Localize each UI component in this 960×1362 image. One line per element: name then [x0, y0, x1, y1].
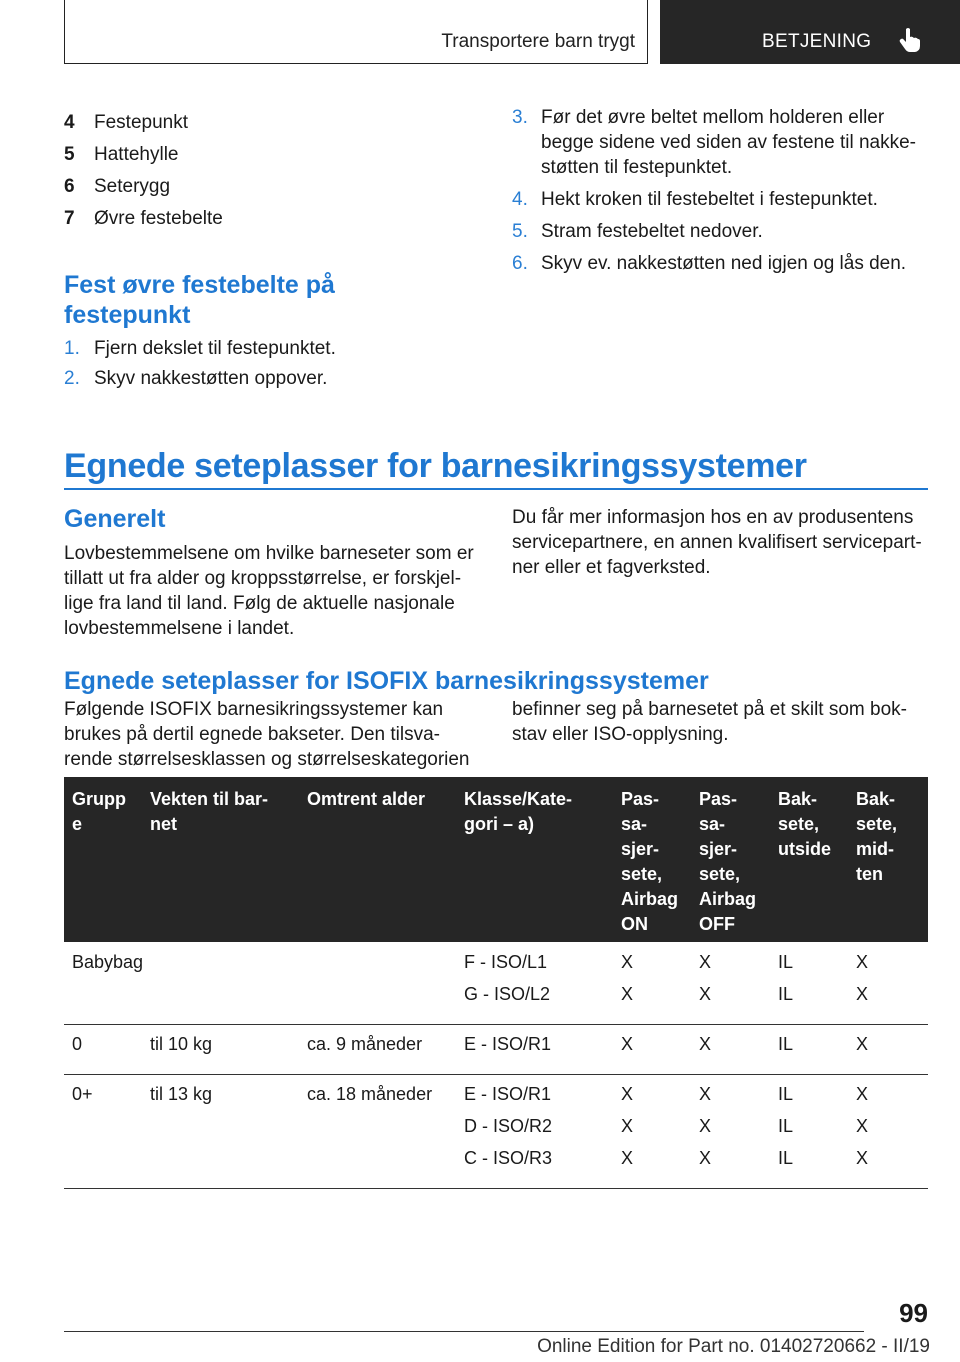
table-cell: X: [621, 1084, 634, 1104]
header-text-line: sa-: [699, 814, 726, 834]
table-cell: IL: [778, 1034, 794, 1054]
header-text-line: Grupp: [72, 789, 126, 809]
step-text-line: Skyv ev. nakkestøtten ned igjen og lås den.: [541, 253, 907, 274]
text-line: Du får mer informasjon hos en av produsentens: [512, 507, 914, 528]
isofix-heading: Egnede seteplasser for ISOFIX barnesikringssystemer: [64, 667, 709, 695]
header-text-line: utside: [778, 839, 832, 859]
table-cell: X: [621, 1116, 634, 1136]
header-text-line: sete,: [621, 864, 663, 884]
table-row-divider: [64, 1024, 928, 1025]
header-text-line: ON: [621, 914, 648, 934]
isofix-left-text: [64, 697, 470, 772]
table-cell: X: [856, 1084, 869, 1104]
step-number: 1.: [64, 338, 80, 359]
table-cell: X: [699, 984, 712, 1004]
table-cell: X: [621, 984, 634, 1004]
header-text-line: Bak-: [856, 789, 896, 809]
header-chapter-label: BETJENING: [762, 31, 872, 52]
text-line: befinner seg på barnesetet på et skilt som bok-: [512, 699, 908, 720]
text-line: lovbestemmelsene i landet.: [64, 618, 295, 639]
table-header-cell: [72, 787, 126, 837]
table-cell: X: [856, 1116, 869, 1136]
table-header: [64, 777, 928, 942]
header-text-line: OFF: [699, 914, 735, 934]
table-cell: IL: [778, 984, 794, 1004]
step-number: 2.: [64, 368, 80, 389]
table-cell: IL: [778, 1084, 794, 1104]
header-text-line: e: [72, 814, 83, 834]
table-cell: X: [699, 1084, 712, 1104]
header-text-line: Airbag: [699, 889, 757, 909]
header-section-box: [64, 0, 648, 64]
legend-text: Hattehylle: [94, 144, 179, 165]
step-text-line: Stram festebeltet nedover.: [541, 221, 763, 242]
header-text-line: Omtrent alder: [307, 789, 426, 809]
table-cell: X: [699, 1116, 712, 1136]
table-cell: D - ISO/R2: [464, 1116, 553, 1136]
header-text-line: sete,: [699, 864, 741, 884]
table-cell: X: [699, 1034, 712, 1054]
step-text-line: Før det øvre beltet mellom holderen eller: [541, 107, 885, 128]
header-text-line: sjer-: [621, 839, 660, 859]
table-cell: X: [856, 952, 869, 972]
text-line: rende størrelsesklassen og størrelseskategorien: [64, 749, 470, 770]
page-number: 99: [899, 1298, 928, 1328]
header-text-line: Pas-: [699, 789, 738, 809]
text-line: ner eller et fagverksted.: [512, 557, 711, 578]
table-cell: G - ISO/L2: [464, 984, 551, 1004]
legend-number: 4: [64, 112, 75, 133]
header-text-line: Airbag: [621, 889, 679, 909]
table-cell: X: [856, 984, 869, 1004]
table-row-divider: [64, 1074, 928, 1075]
header-text-line: Vekten til bar-: [150, 789, 269, 809]
header-text-line: ten: [856, 864, 883, 884]
table-header-cell: [699, 787, 756, 937]
legend-number: 5: [64, 144, 75, 165]
header-chapter-tab[interactable]: [660, 0, 960, 64]
header-text-line: sete,: [856, 814, 898, 834]
step-text: Skyv nakkestøtten oppover.: [94, 368, 328, 389]
table-cell-weight: til 10 kg: [150, 1034, 213, 1054]
table-cell-age: ca. 18 måneder: [307, 1084, 433, 1104]
header-text-line: sete,: [778, 814, 820, 834]
header-text-line: mid-: [856, 839, 894, 859]
table-cell: C - ISO/R3: [464, 1148, 553, 1168]
step-number: 6.: [512, 253, 528, 274]
hand-pointer-icon: [897, 26, 923, 52]
table-cell: IL: [778, 952, 794, 972]
header-text-line: Klasse/Kate-: [464, 789, 573, 809]
table-header-cell: [856, 787, 897, 887]
legend-number: 7: [64, 208, 75, 229]
table-cell-age: ca. 9 måneder: [307, 1034, 423, 1054]
text-line: brukes på dertil egnede bakseter. Den tilsva-: [64, 724, 440, 745]
header-text-line: gori – a): [464, 814, 535, 834]
text-line: Lovbestemmelsene om hvilke barneseter som er: [64, 543, 474, 564]
header-text-line: net: [150, 814, 177, 834]
footer-rule: [64, 1331, 864, 1332]
table-cell: E - ISO/R1: [464, 1034, 552, 1054]
table-cell: X: [699, 1148, 712, 1168]
fasten-heading-line: festepunkt: [64, 301, 191, 329]
step-text-line: Hekt kroken til festebeltet i festepunktet.: [541, 189, 878, 210]
general-right-text: [512, 505, 922, 580]
header-text-line: sjer-: [699, 839, 738, 859]
table-cell: IL: [778, 1148, 794, 1168]
table-cell: X: [856, 1148, 869, 1168]
table-cell: X: [621, 952, 634, 972]
step-text: Fjern dekslet til festepunktet.: [94, 338, 336, 359]
edition-text: Online Edition for Part no. 01402720662 - II/19: [537, 1336, 930, 1357]
step-number: 5.: [512, 221, 528, 242]
text-line: stav eller ISO-opplysning.: [512, 724, 729, 745]
text-line: tillatt ut fra alder og kroppsstørrelse, er forskjel-: [64, 568, 462, 589]
text-line: lige fra land til land. Følg de aktuelle nasjonale: [64, 593, 455, 614]
table-cell-group: 0+: [72, 1084, 93, 1104]
table-cell-weight: til 13 kg: [150, 1084, 213, 1104]
table-header-cell: [464, 787, 572, 837]
fasten-heading-line: Fest øvre festebelte på: [64, 271, 335, 299]
table-cell: X: [699, 952, 712, 972]
table-cell: X: [621, 1148, 634, 1168]
table-cell: X: [621, 1034, 634, 1054]
table-row-divider: [64, 1188, 928, 1189]
table-header-cell: [621, 787, 678, 937]
isofix-right-text: [512, 697, 907, 747]
table-cell-group: 0: [72, 1034, 83, 1054]
table-cell: E - ISO/R1: [464, 1084, 552, 1104]
step-text-line: støtten til festepunktet.: [541, 157, 733, 178]
table-cell: F - ISO/L1: [464, 952, 548, 972]
legend-number: 6: [64, 176, 75, 197]
text-line: servicepartnere, en annen kvalifisert servicepart-: [512, 532, 922, 553]
table-header-cell: [778, 787, 831, 862]
fasten-heading: [64, 270, 335, 330]
step-text-line: begge sidene ved siden av festene til nakke-: [541, 132, 916, 153]
general-heading: Generelt: [64, 505, 166, 533]
heading-rule: [64, 488, 928, 490]
step-number: 4.: [512, 189, 528, 210]
step-number: 3.: [512, 107, 528, 128]
table-header-cell: [150, 787, 268, 837]
header-text-line: Bak-: [778, 789, 818, 809]
table-cell: IL: [778, 1116, 794, 1136]
table-header-cell: [307, 787, 425, 812]
legend-text: Festepunkt: [94, 112, 188, 133]
text-line: Følgende ISOFIX barnesikringssystemer kan: [64, 699, 444, 720]
table-cell: X: [856, 1034, 869, 1054]
header-text-line: sa-: [621, 814, 648, 834]
general-left-text: [64, 541, 474, 641]
header-section-title: Transportere barn trygt: [441, 31, 635, 52]
table-cell-group: Babybag: [72, 952, 144, 972]
main-heading: Egnede seteplasser for barnesikringssystemer: [64, 447, 807, 485]
legend-text: Øvre festebelte: [94, 208, 223, 229]
header-text-line: Pas-: [621, 789, 660, 809]
legend-text: Seterygg: [94, 176, 171, 197]
